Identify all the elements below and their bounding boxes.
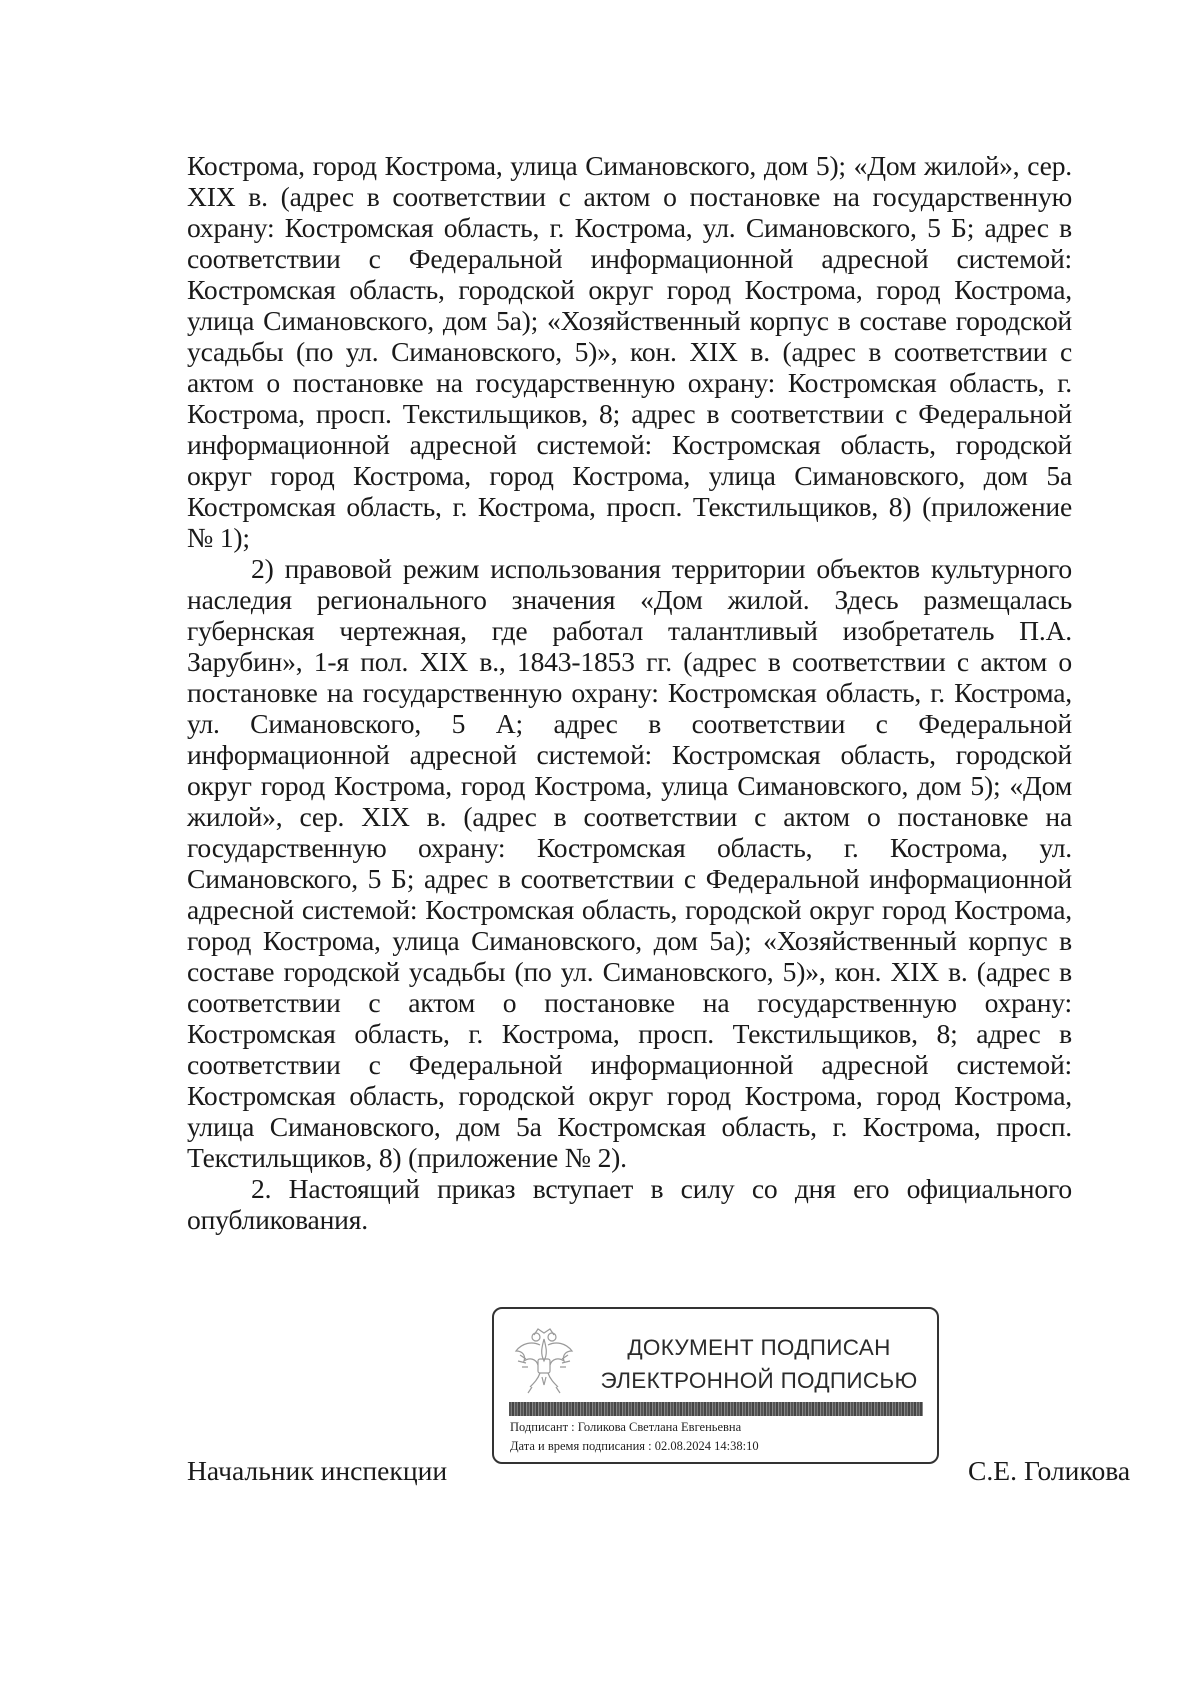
certificate-bar [509,1402,923,1416]
paragraph-effective-date: 2. Настоящий приказ вступает в силу со дня его официального опубликования. [187,1173,1072,1235]
russian-coat-of-arms-icon [512,1321,576,1395]
signatory-name: С.Е. Голикова [968,1455,1131,1486]
signature-title [589,1331,929,1397]
signature-title-line1: ДОКУМЕНТ ПОДПИСАН [627,1335,891,1360]
signature-title-line2: ЭЛЕКТРОННОЙ ПОДПИСЬЮ [600,1368,918,1393]
signing-datetime-line: Дата и время подписания : 02.08.2024 14:38:10 [510,1439,759,1453]
paragraph-continuation: Кострома, город Кострома, улица Симановского, дом 5); «Дом жилой», сер. XIX в. (адрес в соответствии с актом о постановке на государственную охрану: Костромская область, г. Кострома, ул. Симановского, 5 Б; адрес в соответствии с Федеральной информационной адресной системой: Костромская область, городской округ город Кострома, город Кострома, улица Симановского, дом 5а); «Хозяйственный корпус в составе городской усадьбы (по ул. Симановского, 5)», кон. XIX в. (адрес в соответствии с актом о постановке на государственную охрану: Костромская область, г. Кострома, просп. Текстильщиков, 8; адрес в соответствии с Федеральной информационной адресной системой: Костромская область, городской округ город Кострома, город Кострома, улица Симановского, дом 5а Костромская область, г. Кострома, просп. Текстильщиков, 8) (приложение № 1); [187,150,1072,553]
signatory-position: Начальник инспекции [187,1455,448,1486]
paragraph-item-2: 2) правовой режим использования территории объектов культурного наследия регионального значения «Дом жилой. Здесь размещалась губернская чертежная, где работал талантливый изобретатель П.А. Зарубин», 1-я пол. XIX в., 1843-1853 гг. (адрес в соответствии с актом о постановке на государственную охрану: Костромская область, г. Кострома, ул. Симановского, 5 А; адрес в соответствии с Федеральной информационной адресной системой: Костромская область, городской округ город Кострома, город Кострома, улица Симановского, дом 5); «Дом жилой», сер. XIX в. (адрес в соответствии с актом о постановке на государственную охрану: Костромская область, г. Кострома, ул. Симановского, 5 Б; адрес в соответствии с Федеральной информационной адресной системой: Костромская область, городской округ город Кострома, город Кострома, улица Симановского, дом 5а); «Хозяйственный корпус в составе городской усадьбы (по ул. Симановского, 5)», кон. XIX в. (адрес в соответствии с актом о постановке на государственную охрану: Костромская область, г. Кострома, просп. Текстильщиков, 8; адрес в соответствии с Федеральной информационной адресной системой: Костромская область, городской округ город Кострома, город Кострома, улица Симановского, дом 5а Костромская область, г. Кострома, просп. Текстильщиков, 8) (приложение № 2). [187,553,1072,1173]
electronic-signature-stamp [492,1307,939,1464]
document-body [187,150,1072,1235]
signer-line: Подписант : Голикова Светлана Евгеньевна [510,1420,742,1434]
